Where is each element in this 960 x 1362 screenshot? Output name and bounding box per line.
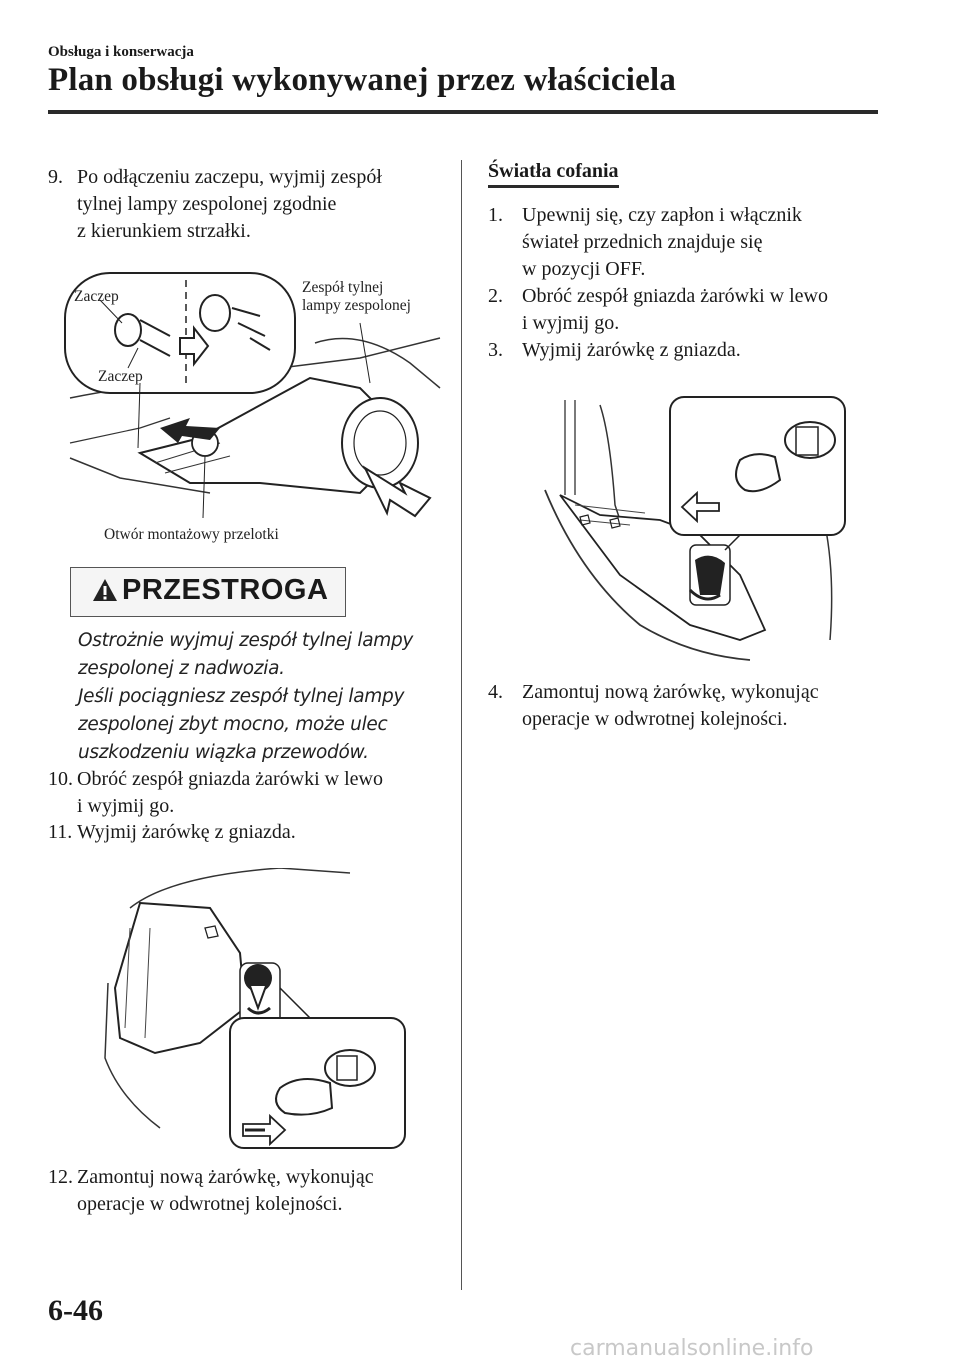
step-3 [488, 337, 888, 364]
caution-line: uszkodzeniu wiązka przewodów. [78, 742, 369, 763]
caution-line: Ostrożnie wyjmuj zespół tylnej lampy [78, 630, 414, 651]
step-number: 11. [48, 821, 73, 843]
label-clip-bottom: Zaczep [98, 368, 143, 385]
title-rule [48, 110, 878, 114]
step-number: 3. [488, 339, 503, 361]
step-line: Po odłączeniu zaczepu, wyjmij zespół [77, 166, 382, 188]
caution-label: PRZESTROGA [122, 574, 329, 606]
step-number: 4. [488, 681, 503, 703]
step-line: w pozycji OFF. [522, 258, 646, 280]
step-line: z kierunkiem strzałki. [77, 220, 251, 242]
label-line: lampy zespolonej [302, 297, 411, 314]
warning-triangle-icon [92, 578, 118, 602]
label-clip-top: Zaczep [74, 288, 119, 305]
step-line: świateł przednich znajduje się [522, 231, 763, 253]
step-10 [48, 766, 448, 820]
step-line: Obróć zespół gniazda żarówki w lewo [77, 768, 383, 790]
step-11 [48, 819, 448, 846]
label-line: Zespół tylnej [302, 279, 384, 296]
step-line: Obróć zespół gniazda żarówki w lewo [522, 285, 828, 307]
step-line: i wyjmij go. [522, 312, 620, 334]
page-number: 6-46 [48, 1294, 103, 1327]
step-line: Upewnij się, czy zapłon i włącznik [522, 204, 802, 226]
caution-line: Jeśli pociągniesz zespół tylnej lampy [78, 686, 405, 707]
subheading-reverse-lights: Światła cofania [488, 160, 619, 188]
label-grommet-hole: Otwór montażowy przelotki [104, 526, 279, 543]
step-1 [488, 202, 888, 283]
step-line: Zamontuj nową żarówkę, wykonując [522, 681, 819, 703]
watermark: carmanualsonline.info [570, 1336, 814, 1361]
step-4 [488, 679, 888, 733]
caution-text [78, 627, 438, 767]
step-line: operacje w odwrotnej kolejności. [77, 1193, 343, 1215]
step-number: 1. [488, 204, 503, 226]
step-number: 2. [488, 285, 503, 307]
step-number: 10. [48, 768, 73, 790]
step-line: i wyjmij go. [77, 795, 175, 817]
label-lamp-assembly [302, 279, 411, 315]
step-number: 9. [48, 166, 63, 188]
column-divider [461, 160, 462, 1290]
step-line: tylnej lampy zespolonej zgodnie [77, 193, 337, 215]
step-number: 12. [48, 1166, 73, 1188]
step-2 [488, 283, 888, 337]
page-title: Plan obsługi wykonywanej przez właściciela [48, 62, 677, 98]
caution-line: zespolonej z nadwozia. [78, 658, 285, 679]
step-line: Wyjmij żarówkę z gniazda. [77, 821, 296, 843]
step-line: operacje w odwrotnej kolejności. [522, 708, 788, 730]
caution-line: zespolonej zbyt mocno, może ulec [78, 714, 388, 735]
bulb-socket-figure-left [100, 868, 415, 1158]
step-line: Wyjmij żarówkę z gniazda. [522, 339, 741, 361]
reverse-bulb-socket-figure [540, 395, 860, 670]
step-line: Zamontuj nową żarówkę, wykonując [77, 1166, 374, 1188]
section-label: Obsługa i konserwacja [48, 44, 194, 60]
step-9 [48, 164, 448, 245]
step-12 [48, 1164, 448, 1218]
